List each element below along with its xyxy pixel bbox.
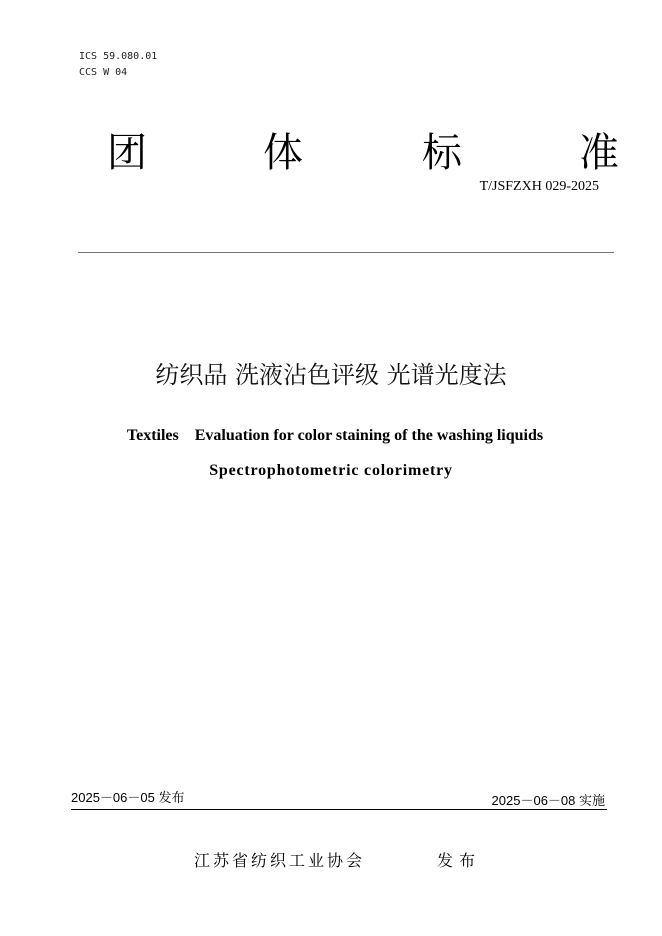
title-english-line-1: Textiles Evaluation for color staining of the washing liquids xyxy=(126,427,544,444)
ics-code: ICS 59.080.01 xyxy=(79,51,158,62)
standard-type-char-1: 团 xyxy=(107,130,147,176)
top-divider xyxy=(78,252,614,253)
publisher-name: 江苏省纺织工业协会 xyxy=(194,851,366,870)
standard-type-char-3: 标 xyxy=(422,130,462,176)
title-chinese: 纺织品 洗液沾色评级 光谱光度法 xyxy=(155,361,507,389)
implementation-date: 2025－06－08 实施 xyxy=(491,793,605,808)
standard-type-char-4: 准 xyxy=(579,130,619,176)
standard-number: T/JSFZXH 029-2025 xyxy=(479,179,599,194)
title-english-line-2: Spectrophotometric colorimetry xyxy=(209,462,453,479)
ccs-code: CCS W 04 xyxy=(79,67,128,78)
publish-label: 发布 xyxy=(437,851,482,870)
bottom-divider xyxy=(71,809,607,810)
standard-type-char-2: 体 xyxy=(263,130,303,176)
issue-date: 2025－06－05 发布 xyxy=(71,790,185,805)
